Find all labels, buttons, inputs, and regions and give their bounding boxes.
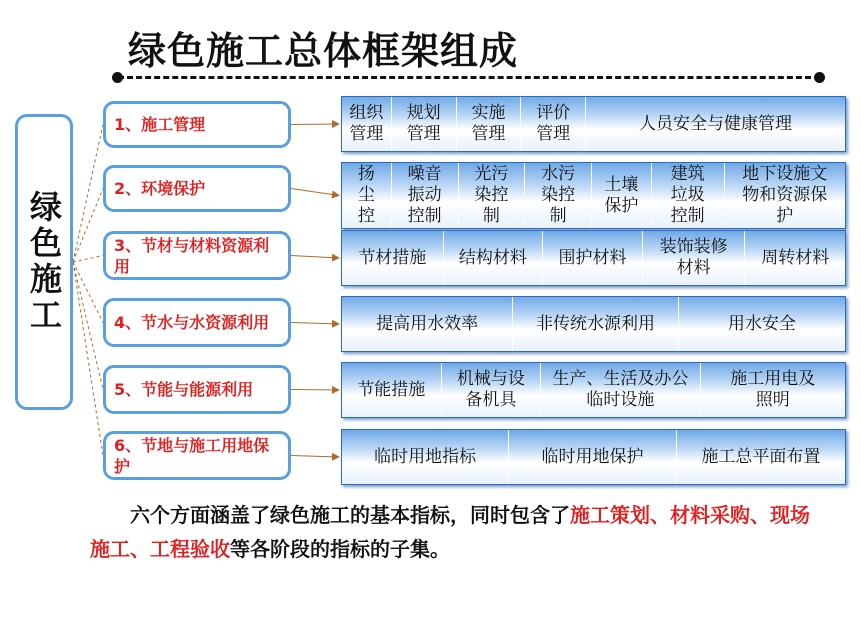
category-label: 1、施工管理: [114, 115, 206, 134]
category-6: [103, 431, 291, 480]
arrow-line: [291, 189, 339, 196]
category-label: 2、环境保护: [114, 179, 206, 198]
detail-cell: 围护材料: [543, 231, 643, 285]
detail-cell: 地下设施文 物和资源保 护: [742, 164, 828, 226]
category-1: [103, 101, 291, 148]
detail-cell: 土壤 保护: [592, 163, 652, 228]
detail-cell: 临时用地指标: [342, 430, 509, 484]
category-label: 5、节能与能源利用: [114, 380, 254, 399]
arrow-line: [291, 124, 339, 125]
detail-row-5: [341, 362, 846, 418]
detail-cell: 节材措施: [342, 231, 444, 285]
page-title: 绿色施工总体框架组成: [128, 29, 519, 73]
detail-cell: 临时用地保护: [509, 430, 676, 484]
branch-line: [73, 256, 103, 263]
detail-cell: 施工用电及 照明: [730, 369, 816, 410]
arrow-line: [291, 390, 339, 391]
category-label: 3、节材与材料资源利用: [114, 235, 270, 276]
detail-cell: 周转材料: [761, 247, 830, 268]
detail-cell: 评价 管理: [521, 97, 586, 151]
detail-row-6: [341, 429, 846, 485]
detail-cell: 装饰装修 材料: [643, 231, 746, 285]
detail-row-1: [341, 96, 846, 152]
category-label: 4、节水与水资源利用: [114, 313, 270, 332]
detail-cell: 噪音 振动 控制: [392, 163, 459, 228]
branch-line: [73, 262, 103, 456]
detail-cell: 组织 管理: [342, 97, 392, 151]
summary-highlight: 施工策划、材料采购、现场施工、工程验收: [90, 503, 810, 561]
summary-text: [90, 498, 818, 566]
category-3: [103, 231, 291, 280]
summary-part1: 六个方面涵盖了绿色施工的基本指标，同时包含了: [130, 503, 570, 527]
main-node-label: 绿色施工: [25, 190, 63, 334]
detail-cell: 用水安全: [727, 313, 796, 334]
detail-cell: 规划 管理: [392, 97, 457, 151]
detail-cell: 非传统水源利用: [513, 297, 678, 351]
detail-row-2: [341, 162, 846, 229]
category-2: [103, 165, 291, 212]
category-label: 6、节地与施工用地保护: [114, 435, 270, 476]
arrow-line: [291, 256, 339, 259]
detail-cell: 人员安全与健康管理: [639, 113, 793, 134]
category-5: [103, 365, 291, 414]
main-node: [15, 114, 73, 410]
branch-line: [73, 125, 103, 263]
detail-cell: 实施 管理: [457, 97, 522, 151]
category-4: [103, 298, 291, 347]
detail-cell: 水污 染控 制: [525, 163, 592, 228]
detail-row-4: [341, 296, 846, 352]
detail-cell: 提高用水效率: [342, 297, 513, 351]
detail-cell: 节能措施: [342, 363, 442, 417]
detail-cell: 建筑 垃圾 控制: [652, 163, 725, 228]
branch-line: [73, 262, 103, 390]
arrow-line: [291, 456, 339, 458]
detail-cell: 机械与设 备机具: [442, 363, 542, 417]
branch-line: [73, 189, 103, 263]
detail-cell: 扬 尘 控: [342, 163, 392, 228]
detail-cell: 光污 染控 制: [459, 163, 526, 228]
summary-part2: 等各阶段的指标的子集。: [230, 537, 450, 561]
detail-cell: 施工总平面布置: [701, 446, 821, 467]
detail-cell: 生产、生活及办公 临时设施: [541, 363, 700, 417]
detail-cell: 结构材料: [444, 231, 544, 285]
detail-row-3: [341, 230, 846, 286]
arrow-line: [291, 323, 339, 325]
